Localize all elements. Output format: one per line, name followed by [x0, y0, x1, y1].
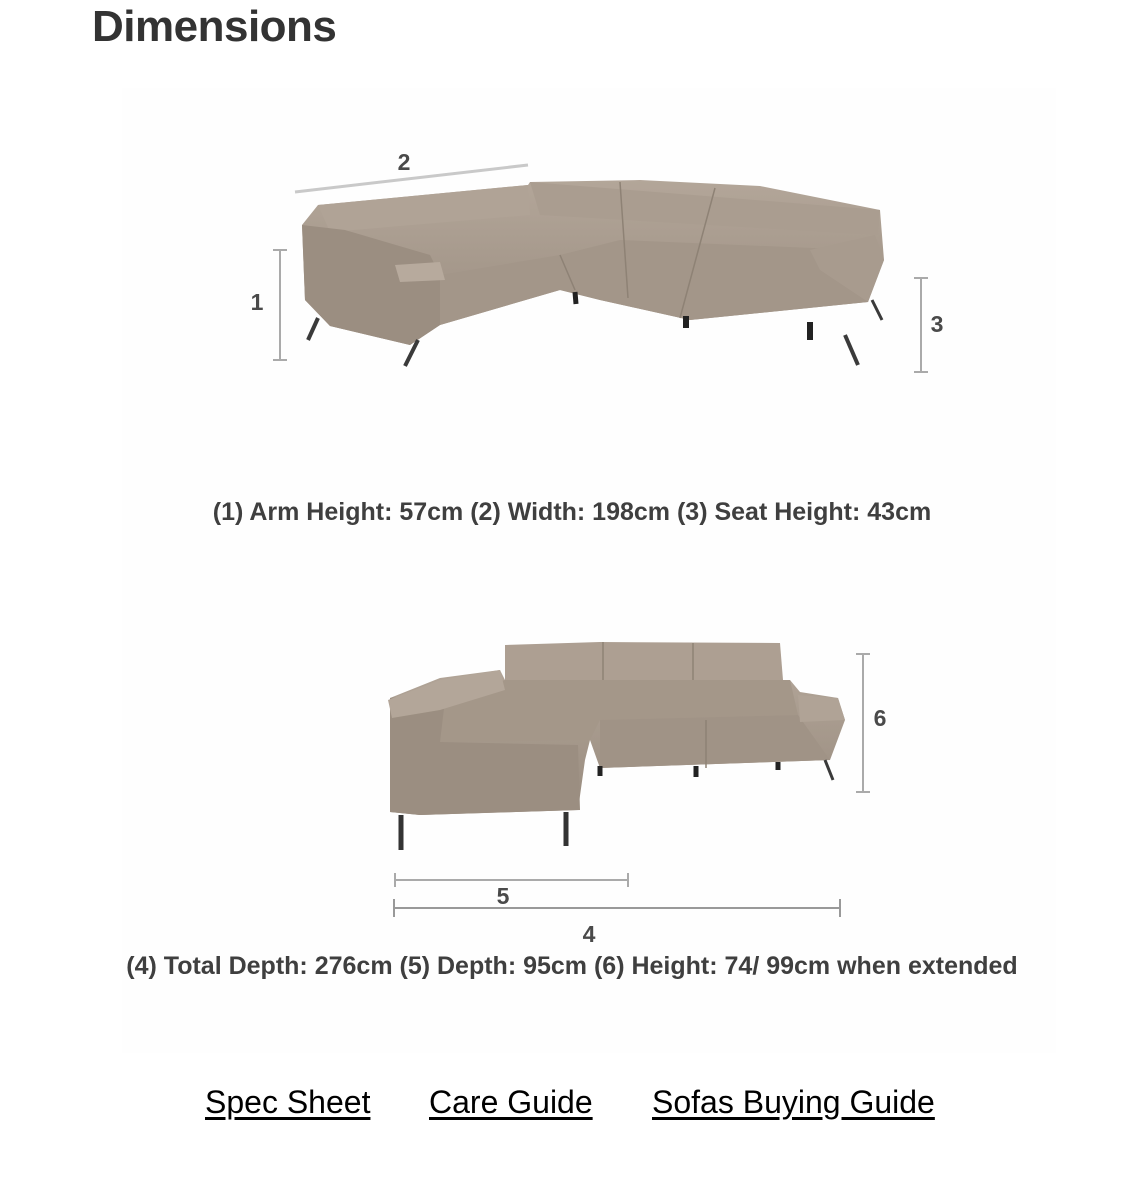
sofa-front-image	[302, 180, 884, 366]
arm-height-measure-line	[273, 250, 287, 360]
dimensions-caption-side: (4) Total Depth: 276cm (5) Depth: 95cm (6) Height: 74/ 99cm when extended	[126, 952, 1018, 980]
arm-height-label: 1	[250, 289, 264, 315]
sofa-front-diagram	[230, 140, 970, 380]
total-depth-label: 4	[582, 921, 596, 947]
seat-height-label: 3	[930, 311, 944, 337]
total-depth-measure-line	[394, 899, 840, 917]
sofa-side-diagram	[380, 630, 900, 950]
height-measure-line	[856, 654, 870, 792]
depth-measure-line	[395, 873, 628, 887]
sofa-side-image	[388, 642, 845, 850]
care-guide-link[interactable]: Care Guide	[429, 1084, 593, 1120]
depth-label: 5	[496, 883, 510, 909]
seat-height-measure-line	[914, 278, 928, 372]
guide-links	[0, 1084, 1144, 1134]
sofas-buying-guide-link[interactable]: Sofas Buying Guide	[652, 1084, 935, 1120]
height-label: 6	[873, 705, 887, 731]
dimensions-caption-front: (1) Arm Height: 57cm (2) Width: 198cm (3) Seat Height: 43cm	[212, 498, 932, 526]
width-label: 2	[397, 149, 411, 175]
width-measure-line	[295, 165, 528, 192]
spec-sheet-link[interactable]: Spec Sheet	[205, 1084, 371, 1120]
page-title: Dimensions	[92, 2, 337, 51]
